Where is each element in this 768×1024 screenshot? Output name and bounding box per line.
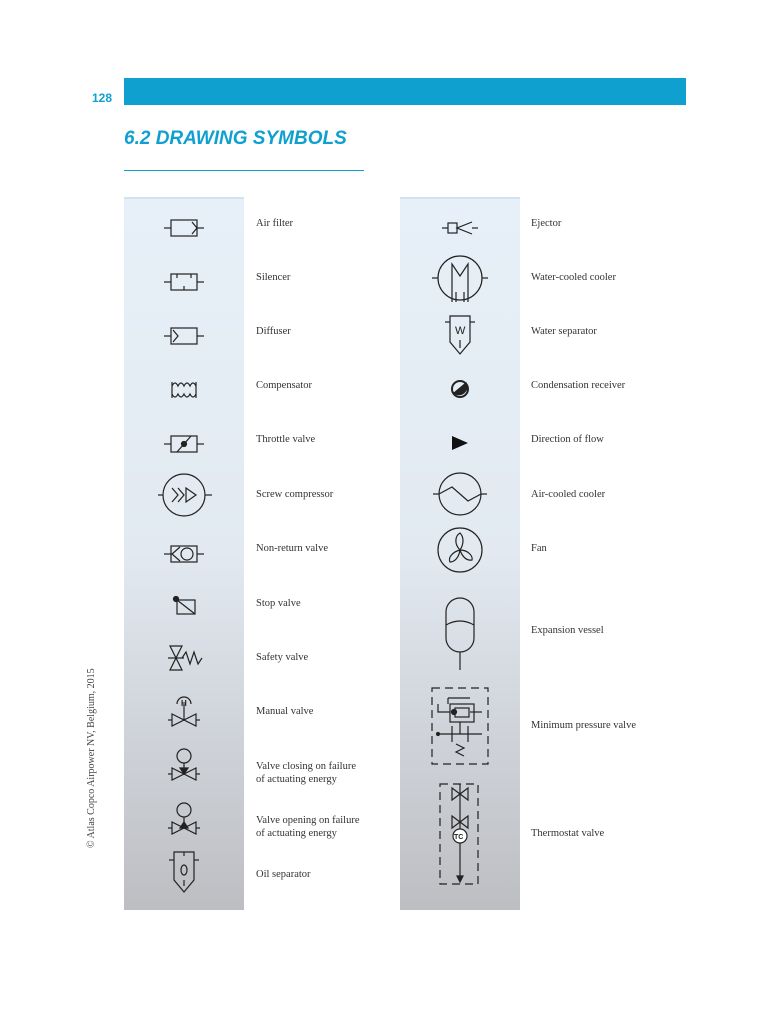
- silencer-symbol: [124, 264, 244, 300]
- label-water-separator: Water separator: [531, 326, 597, 337]
- direction-of-flow-symbol: [400, 428, 520, 458]
- label-manual-valve: Manual valve: [256, 706, 314, 717]
- label-valve-opening-1: Valve opening on failure: [256, 815, 360, 826]
- label-valve-opening-2: of actuating energy: [256, 828, 337, 839]
- throttle-valve-symbol: [124, 426, 244, 462]
- label-screw-compressor: Screw compressor: [256, 489, 334, 500]
- thermostat-valve-symbol: [400, 780, 520, 886]
- water-cooled-cooler-symbol: [400, 252, 520, 304]
- valve-closing-symbol: [124, 746, 244, 788]
- label-direction-of-flow: Direction of flow: [531, 434, 604, 445]
- expansion-vessel-symbol: [400, 594, 520, 674]
- right-panel-top-line: [400, 197, 520, 199]
- page-number: 128: [92, 91, 113, 105]
- label-air-cooled-cooler: Air-cooled cooler: [531, 489, 606, 500]
- fan-symbol: [400, 524, 520, 576]
- label-compensator: Compensator: [256, 380, 312, 391]
- non-return-valve-symbol: [124, 536, 244, 572]
- label-non-return-valve: Non-return valve: [256, 543, 329, 554]
- label-valve-closing-1: Valve closing on failure: [256, 761, 357, 772]
- label-air-filter: Air filter: [256, 218, 294, 229]
- valve-opening-symbol: [124, 800, 244, 842]
- label-diffuser: Diffuser: [256, 326, 291, 337]
- label-oil-separator: Oil separator: [256, 869, 311, 880]
- label-valve-closing-2: of actuating energy: [256, 774, 337, 785]
- label-minimum-pressure-valve: Minimum pressure valve: [531, 720, 636, 731]
- label-silencer: Silencer: [256, 272, 291, 283]
- manual-valve-symbol: [124, 692, 244, 734]
- minimum-pressure-valve-symbol: [400, 686, 520, 768]
- air-filter-symbol: [124, 210, 244, 246]
- label-condensation-receiver: Condensation receiver: [531, 380, 626, 391]
- air-cooled-cooler-symbol: [400, 470, 520, 518]
- label-safety-valve: Safety valve: [256, 652, 309, 663]
- thermostat-tc-text: TC: [454, 834, 464, 841]
- water-separator-letter: W: [455, 325, 466, 337]
- ejector-symbol: [400, 210, 520, 246]
- water-separator-symbol: [400, 312, 520, 360]
- label-thermostat-valve: Thermostat valve: [531, 828, 605, 839]
- safety-valve-symbol: [124, 640, 244, 680]
- svg-text:H: H: [181, 699, 187, 708]
- left-panel-top-line: [124, 197, 244, 199]
- label-throttle-valve: Throttle valve: [256, 434, 316, 445]
- diffuser-symbol: [124, 318, 244, 354]
- label-water-cooled-cooler: Water-cooled cooler: [531, 272, 616, 283]
- copyright-text: © Atlas Copco Airpower NV, Belgium, 2015: [86, 668, 97, 848]
- oil-separator-symbol: [124, 848, 244, 896]
- title-underline: [124, 170, 364, 171]
- label-ejector: Ejector: [531, 218, 562, 229]
- header-bar: [124, 78, 686, 105]
- screw-compressor-symbol: [124, 472, 244, 518]
- page-title: 6.2 DRAWING SYMBOLS: [124, 128, 347, 149]
- stop-valve-symbol: [124, 590, 244, 626]
- condensation-receiver-symbol: [400, 374, 520, 404]
- compensator-symbol: [124, 372, 244, 408]
- label-expansion-vessel: Expansion vessel: [531, 625, 604, 636]
- label-fan: Fan: [531, 543, 547, 554]
- label-stop-valve: Stop valve: [256, 598, 301, 609]
